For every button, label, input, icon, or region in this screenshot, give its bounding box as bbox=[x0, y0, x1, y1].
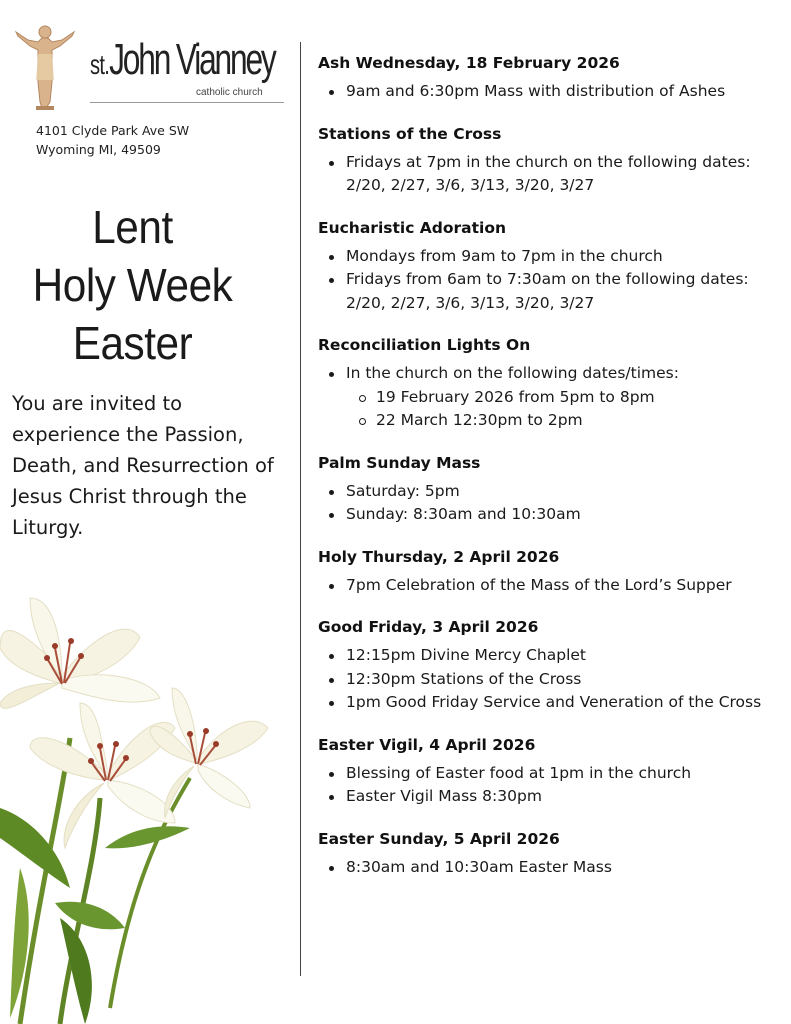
list-item: 1pm Good Friday Service and Veneration of the Cross bbox=[346, 691, 788, 715]
section-heading: Reconciliation Lights On bbox=[318, 336, 531, 354]
page-title bbox=[0, 198, 265, 372]
list-item bbox=[346, 362, 788, 433]
logo-underline bbox=[90, 102, 284, 103]
logo-name: John Vianney bbox=[109, 35, 275, 84]
title-line-1: Lent bbox=[92, 201, 173, 253]
section-ash-wednesday bbox=[318, 52, 788, 104]
section-heading: Eucharistic Adoration bbox=[318, 218, 507, 237]
church-logo bbox=[12, 20, 282, 112]
list-item: 8:30am and 10:30am Easter Mass bbox=[346, 856, 788, 880]
risen-christ-statue-icon bbox=[12, 20, 78, 112]
logo-st: st. bbox=[90, 49, 110, 80]
section-holy-thursday bbox=[318, 546, 788, 598]
logo-subtitle: catholic church bbox=[196, 87, 263, 98]
section-heading: Stations of the Cross bbox=[318, 124, 502, 143]
list-item-text: In the church on the following dates/times: bbox=[346, 364, 679, 382]
column-divider bbox=[300, 42, 301, 976]
list-item: 7pm Celebration of the Mass of the Lord’s Supper bbox=[346, 574, 788, 598]
church-address bbox=[36, 121, 189, 159]
section-easter-vigil bbox=[318, 734, 788, 809]
section-stations-of-the-cross bbox=[318, 123, 788, 198]
section-heading: Holy Thursday, 2 April 2026 bbox=[318, 547, 560, 566]
section-heading: Easter Vigil, 4 April 2026 bbox=[318, 735, 536, 754]
schedule-list bbox=[318, 52, 788, 898]
address-line-2: Wyoming MI, 49509 bbox=[36, 142, 161, 157]
section-eucharistic-adoration bbox=[318, 217, 788, 316]
section-heading: Palm Sunday Mass bbox=[318, 453, 481, 472]
list-item: 9am and 6:30pm Mass with distribution of Ashes bbox=[346, 80, 788, 104]
invitation-text: You are invited to experience the Passion, Death, and Resurrection of Jesus Christ through the Liturgy. bbox=[12, 392, 274, 539]
list-item: 12:30pm Stations of the Cross bbox=[346, 668, 788, 692]
easter-lilies-icon bbox=[0, 588, 280, 1024]
logo-wordmark bbox=[90, 35, 275, 84]
list-item: Sunday: 8:30am and 10:30am bbox=[346, 503, 788, 527]
list-item: Blessing of Easter food at 1pm in the church bbox=[346, 762, 788, 786]
list-item: Easter Vigil Mass 8:30pm bbox=[346, 785, 788, 809]
sub-list-item: 22 March 12:30pm to 2pm bbox=[376, 409, 788, 433]
list-item: Fridays from 6am to 7:30am on the following dates: 2/20, 2/27, 3/6, 3/13, 3/20, 3/27 bbox=[346, 268, 788, 315]
section-heading: Good Friday, 3 April 2026 bbox=[318, 618, 539, 636]
section-good-friday bbox=[318, 616, 788, 715]
list-item: Fridays at 7pm in the church on the following dates: 2/20, 2/27, 3/6, 3/13, 3/20, 3/27 bbox=[346, 151, 788, 198]
section-heading: Easter Sunday, 5 April 2026 bbox=[318, 829, 560, 848]
list-item: Saturday: 5pm bbox=[346, 480, 788, 504]
list-item: Mondays from 9am to 7pm in the church bbox=[346, 245, 788, 269]
sub-list-item: 19 February 2026 from 5pm to 8pm bbox=[376, 386, 788, 410]
sub-list bbox=[346, 386, 788, 433]
section-heading: Ash Wednesday, 18 February 2026 bbox=[318, 54, 620, 72]
list-item: 12:15pm Divine Mercy Chaplet bbox=[346, 644, 788, 668]
title-line-2: Holy Week bbox=[32, 259, 233, 311]
section-easter-sunday bbox=[318, 828, 788, 880]
section-reconciliation bbox=[318, 334, 788, 433]
address-line-1: 4101 Clyde Park Ave SW bbox=[36, 123, 190, 138]
section-palm-sunday bbox=[318, 452, 788, 527]
title-line-3: Easter bbox=[72, 317, 193, 369]
